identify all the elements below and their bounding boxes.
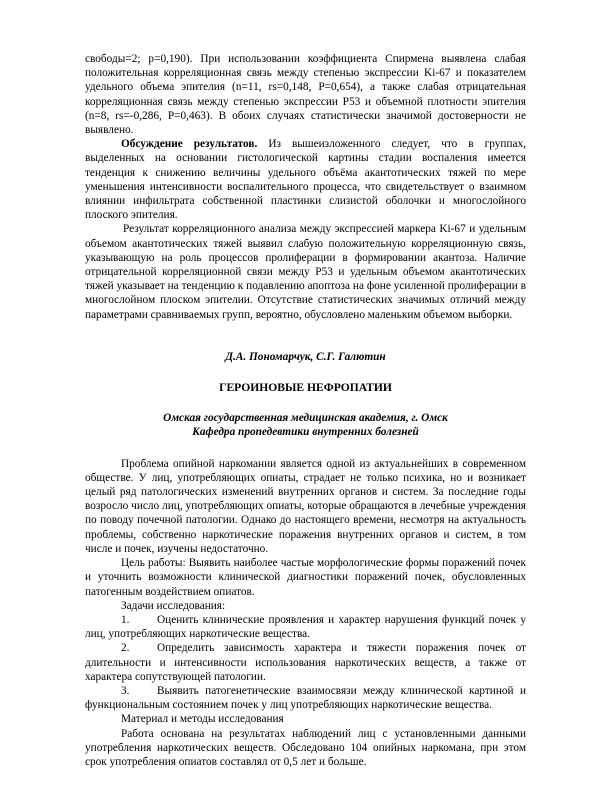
spacer bbox=[85, 440, 526, 457]
spacer bbox=[85, 364, 526, 381]
paragraph-goal: Цель работы: Выявить наиболее частые морфологические формы поражений почек и уточнить возможности клинической диагностики поражений почек, обусловленных патогенным воздействием опиатов. bbox=[85, 557, 526, 598]
text-column bbox=[85, 52, 526, 769]
article-authors: Д.А. Пономарчук, С.Г. Галютин bbox=[225, 350, 386, 363]
affiliation-academy: Омская государственная медицинская академия, г. Омск bbox=[163, 412, 448, 425]
task-text: Выявить патогенетические взаимосвязи между клинической картиной и функциональным состоянием почек у лиц употребляющих наркотические вещества. bbox=[85, 684, 526, 712]
article-title: ГЕРОИНОВЫЕ НЕФРОПАТИИ bbox=[219, 381, 392, 395]
affiliation-department: Кафедра пропедевтики внутренних болезней bbox=[192, 426, 419, 439]
task-text: Определить зависимость характера и тяжести поражения почек от длительности и интенсивности использования наркотических веществ, а также от характера сопутствующей патологии. bbox=[85, 642, 526, 683]
task-item bbox=[85, 684, 526, 712]
task-number: 1. bbox=[121, 613, 130, 626]
task-item bbox=[85, 613, 526, 641]
task-item bbox=[85, 641, 526, 684]
paragraph-intro: Проблема опийной наркомании является одной из актуальнейших в современном обществе. У лиц, употребляющих опиаты, страдает не только психика, но и возникает целый ряд патологических изменений внутренних органов и систем. За последние годы возросло число лиц, употребляющих опиаты, которые обращаются в лечебные учреждения по поводу почечной патологии. Однако до настоящего времени, несмотря на актуальность проблемы, собственно наркотические поражения внутренних органов и систем, в том числе и почек, изучены недостаточно. bbox=[85, 457, 526, 555]
paragraph-methods: Работа основана на результатах наблюдений лиц с установленными данными употребления наркотических веществ. Обследовано 104 опийных наркомана, при этом срок употребления опиатов составлял от 0,5 лет и больше. bbox=[85, 727, 526, 768]
spacer bbox=[85, 322, 526, 350]
task-number: 3. bbox=[121, 684, 130, 697]
discussion-text: Из вышеизложенного следует, что в группах, выделенных на основании гистологической картины стадии воспаления имеется тенденция к снижению величины удельного объёма акантотических тяжей по мере уменьшения интенсивности воспалительного процесса, что свидетельствует о взаимном влиянии инфильтрата собственной пластинки слизистой оболочки и многослойного плоского эпителия. bbox=[85, 138, 526, 222]
paragraph-correlation: Результат корреляционного анализа между экспрессией маркера Ki-67 и удельным объемом акантотических тяжей выявил слабую положительную корреляционную связь, указывающую на роль процессов пролиферации в формировании акантоза. Наличие отрицательной корреляционной связи между P53 и удельным объемом акантотических тяжей указывает на тенденцию к подавлению апоптоза на фоне усиленной пролиферации в многослойном плоском эпителии. Отсутствие статистических значимых отличий между параметрами сравниваемых групп, вероятно, обусловлено маленьким объемом выборки. bbox=[85, 223, 526, 321]
discussion-heading: Обсуждение результатов. bbox=[121, 138, 258, 151]
task-number: 2. bbox=[121, 642, 130, 655]
tasks-heading: Задачи исследования: bbox=[121, 599, 226, 612]
spacer bbox=[85, 395, 526, 411]
methods-heading: Материал и методы исследования bbox=[121, 713, 284, 726]
paragraph-discussion bbox=[85, 137, 526, 222]
task-text: Оценить клинические проявления и характер нарушения функций почек у лиц, употребляющих наркотические вещества. bbox=[85, 613, 526, 641]
paragraph-results-end: свободы=2; p=0,190). При использовании коэффициента Спирмена выявлена слабая положительная корреляционная связь между степенью экспрессии Ki-67 и показателем удельного объема эпителия (n=11, rs=0,148, P=0,654), а также слабая отрицательная корреляционная связь между степенью экспрессии P53 и объемной плотности эпителия (n=8, rs=-0,286, P=0,463). В обоих случаях статистически значимой достоверности не выявлено. bbox=[85, 53, 526, 137]
